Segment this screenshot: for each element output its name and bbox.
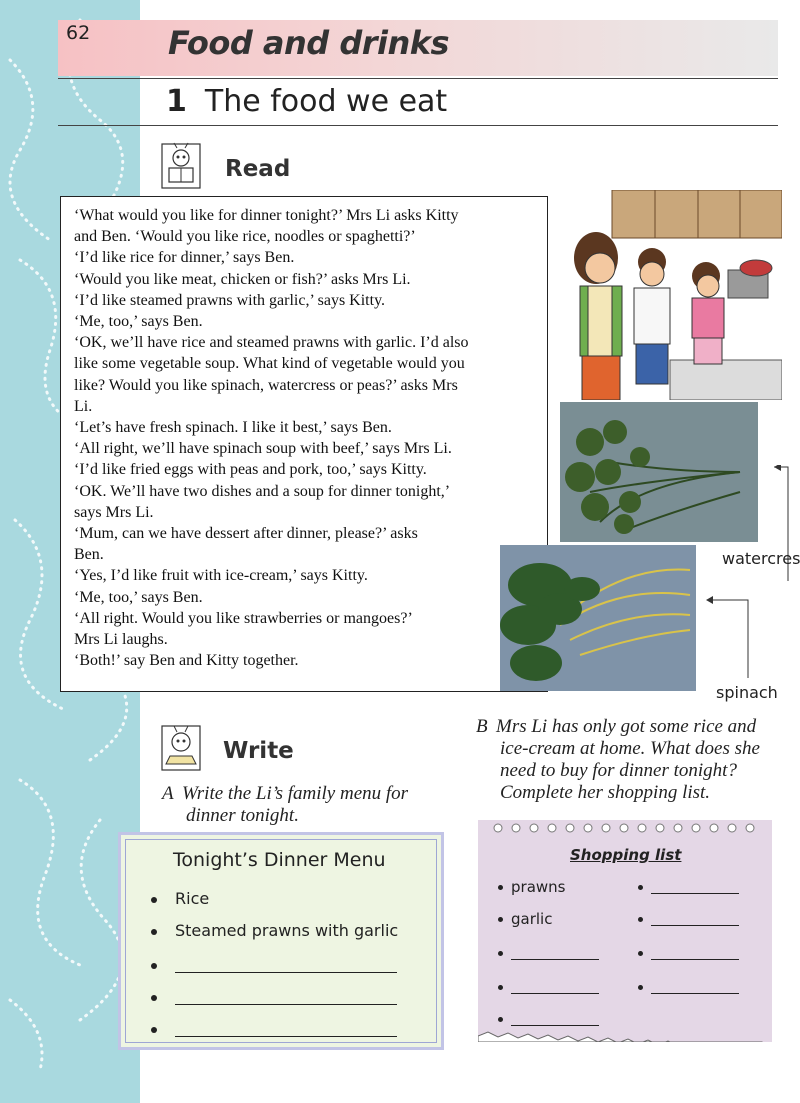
bullet-icon	[151, 929, 157, 935]
shopping-write-line[interactable]	[511, 1013, 599, 1026]
bullet-icon	[498, 885, 503, 890]
spinach-pointer-line	[704, 592, 752, 680]
story-line: ‘Yes, I’d like fruit with ice-cream,’ says Kitty.	[74, 567, 368, 585]
spinach-label: spinach	[716, 683, 778, 702]
menu-write-line[interactable]	[175, 990, 397, 1005]
bullet-icon	[498, 951, 503, 956]
instruction-b-line: ice-cream at home. What does she	[500, 738, 760, 759]
shopping-item-text: prawns	[511, 878, 566, 896]
story-line: like? Would you like spinach, watercress or peas?’ asks Mrs	[74, 376, 458, 394]
shopping-write-line[interactable]	[651, 913, 739, 926]
menu-blank-line[interactable]	[151, 987, 397, 1006]
unit-rule	[58, 125, 778, 126]
shopping-item-text: garlic	[511, 910, 553, 928]
watercress-photo	[560, 402, 758, 542]
instruction-a-letter: A	[162, 783, 174, 804]
shopping-blank-line[interactable]	[498, 1010, 599, 1028]
shopping-write-line[interactable]	[651, 947, 739, 960]
story-line: Li.	[74, 397, 93, 415]
menu-item-text: Steamed prawns with garlic	[175, 921, 399, 940]
instruction-a	[162, 783, 408, 827]
shopping-list-title: Shopping list	[570, 846, 682, 864]
story-line: ‘Me, too,’ says Ben.	[74, 588, 203, 606]
bullet-icon	[151, 1027, 157, 1033]
shopping-blank-line[interactable]	[638, 910, 739, 928]
instruction-a-line: dinner tonight.	[186, 805, 299, 826]
dinner-menu-title: Tonight’s Dinner Menu	[173, 849, 386, 871]
story-line: ‘OK, we’ll have rice and steamed prawns with garlic. I’d also	[74, 334, 469, 352]
writing-character-icon	[160, 724, 202, 776]
instruction-b	[476, 716, 760, 804]
menu-item	[151, 889, 209, 908]
story-line: Mrs Li laughs.	[74, 631, 168, 649]
spinach-photo	[500, 545, 696, 691]
story-line: ‘I’d like rice for dinner,’ says Ben.	[74, 249, 295, 267]
shopping-blank-line[interactable]	[638, 878, 739, 896]
bullet-icon	[151, 897, 157, 903]
bullet-icon	[498, 917, 503, 922]
reading-character-icon	[160, 142, 202, 194]
story-line: ‘Would you like meat, chicken or fish?’ asks Mrs Li.	[74, 270, 411, 288]
instruction-b-line: Mrs Li has only got some rice and	[496, 716, 757, 737]
section-title: Food and drinks	[168, 24, 450, 62]
read-heading: Read	[225, 156, 291, 182]
story-line: says Mrs Li.	[74, 503, 154, 521]
write-heading: Write	[223, 738, 294, 764]
story-line: ‘Mum, can we have dessert after dinner, please?’ asks	[74, 525, 418, 543]
story-line: ‘I’d like fried eggs with peas and pork, too,’ says Kitty.	[74, 461, 427, 479]
story-line: and Ben. ‘Would you like rice, noodles or spaghetti?’	[74, 228, 416, 246]
story-line: ‘All right. Would you like strawberries or mangoes?’	[74, 609, 413, 627]
instruction-b-line: need to buy for dinner tonight?	[500, 760, 737, 781]
menu-blank-line[interactable]	[151, 955, 397, 974]
bullet-icon	[498, 1017, 503, 1022]
story-line: ‘What would you like for dinner tonight?’ Mrs Li asks Kitty	[74, 207, 459, 224]
bullet-icon	[638, 951, 643, 956]
instruction-b-line: Complete her shopping list.	[500, 782, 711, 803]
shopping-item	[498, 910, 552, 928]
shopping-write-line[interactable]	[651, 981, 739, 994]
shopping-blank-line[interactable]	[498, 944, 599, 962]
story-line: ‘All right, we’ll have spinach soup with beef,’ says Mrs Li.	[74, 440, 452, 458]
page-number: 62	[66, 22, 91, 44]
shopping-write-line[interactable]	[651, 881, 739, 894]
story-line: ‘OK. We’ll have two dishes and a soup for dinner tonight,’	[74, 482, 451, 500]
shopping-blank-line[interactable]	[638, 978, 739, 996]
story-line: like some vegetable soup. What kind of vegetable would you	[74, 355, 465, 373]
menu-write-line[interactable]	[175, 958, 397, 973]
bullet-icon	[638, 917, 643, 922]
unit-title-text: The food we eat	[204, 84, 448, 119]
bullet-icon	[151, 995, 157, 1001]
shopping-write-line[interactable]	[511, 981, 599, 994]
instruction-a-line: Write the Li’s family menu for	[182, 783, 409, 804]
unit-number: 1	[166, 84, 187, 119]
bullet-icon	[638, 985, 643, 990]
bullet-icon	[151, 963, 157, 969]
shopping-blank-line[interactable]	[638, 944, 739, 962]
header-rule	[58, 78, 778, 79]
story-line: ‘Both!’ say Ben and Kitty together.	[74, 652, 299, 670]
instruction-b-letter: B	[476, 716, 488, 737]
menu-item	[151, 921, 398, 940]
unit-title	[166, 84, 447, 119]
menu-write-line[interactable]	[175, 1022, 397, 1037]
shopping-blank-line[interactable]	[498, 978, 599, 996]
story-text-box	[60, 196, 548, 692]
watercress-label: watercres	[722, 549, 800, 568]
story-line: ‘Me, too,’ says Ben.	[74, 313, 203, 331]
family-kitchen-illustration	[560, 190, 782, 400]
story-line: ‘Let’s have fresh spinach. I like it best,’ says Ben.	[74, 419, 392, 437]
dinner-menu-card	[118, 832, 444, 1050]
story-line: ‘I’d like steamed prawns with garlic,’ says Kitty.	[74, 291, 386, 309]
menu-item-text: Rice	[175, 889, 210, 908]
bullet-icon	[498, 985, 503, 990]
menu-blank-line[interactable]	[151, 1019, 397, 1038]
shopping-item	[498, 878, 565, 896]
shopping-write-line[interactable]	[511, 947, 599, 960]
shopping-list-card	[478, 820, 772, 1042]
story-line: Ben.	[74, 546, 104, 564]
bullet-icon	[638, 885, 643, 890]
